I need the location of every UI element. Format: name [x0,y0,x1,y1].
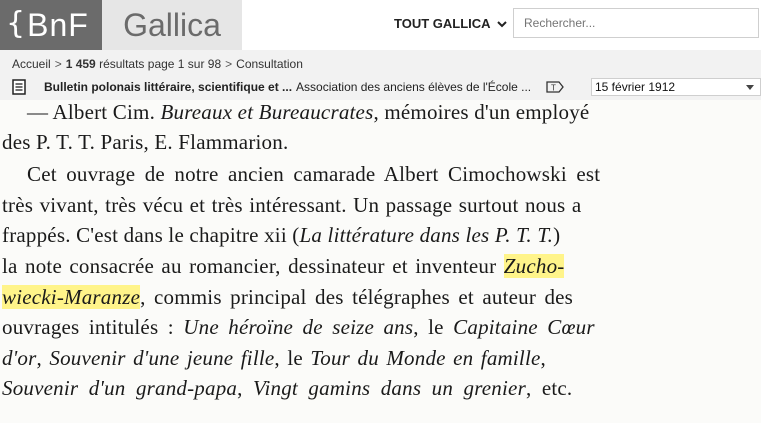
bnf-logo-text: BnF [27,6,89,43]
text-span: Souvenir d'une jeune fille [49,346,275,370]
search-scope-label: TOUT GALLICA [394,16,491,31]
top-header [0,0,761,50]
svg-text:T: T [551,83,557,93]
document-viewer[interactable] [0,100,761,423]
document-icon [12,79,26,95]
text-span: Souvenir d'un grand-papa [2,376,238,400]
text-span: , [237,376,254,400]
document-title[interactable]: Bulletin polonais littéraire, scientifique et ... [44,80,293,94]
search-input[interactable] [513,8,759,38]
chevron-down-icon [497,19,507,29]
text-line [2,254,564,279]
breadcrumb-results-link[interactable] [66,57,221,71]
text-span: ) [553,223,561,247]
text-span: , le [413,315,454,339]
text-mode-icon[interactable] [545,80,565,94]
results-count: 1 459 [65,57,96,71]
text-span: frappés. C'est dans le chapitre xii ( [2,223,300,247]
bnf-logo[interactable] [0,0,102,50]
text-span: ouvrages intitulés : [2,315,184,339]
search-scope-dropdown[interactable] [394,16,507,31]
text-line [2,223,560,248]
results-text: résultats page 1 sur 98 [99,57,222,71]
document-info-row [12,78,565,96]
text-span: Une héroïne de seize ans [183,315,414,339]
gallica-logo[interactable]: Gallica [102,0,242,50]
text-span: Bureaux et Bureaucrates [160,100,374,124]
breadcrumb [12,57,303,71]
dropdown-arrow-icon [746,85,754,90]
breadcrumb-home-link[interactable]: Accueil [12,57,51,71]
document-author: Association des anciens élèves de l'École ... [296,80,532,94]
breadcrumb-current: Consultation [236,57,303,71]
text-span: , [540,346,546,370]
brace-icon: { [6,5,26,41]
text-span: , le [274,346,311,370]
breadcrumb-bar [0,50,761,100]
text-line [27,100,589,125]
breadcrumb-separator: > [225,57,233,71]
text-span: , mémoires d'un employé [373,100,590,124]
breadcrumb-separator: > [54,57,62,71]
text-span: , etc. [525,376,573,400]
search-highlight: Zucho- [503,254,565,278]
issue-date-value: 15 février 1912 [595,80,676,94]
text-line [2,376,572,401]
text-line: Cet ouvrage de notre ancien camarade Albert Cimochowski est [27,162,601,186]
search-highlight: wiecki-Maranze [2,285,141,309]
text-span: , [36,346,50,370]
text-line: des P. T. T. Paris, E. Flammarion. [2,130,289,154]
issue-date-select[interactable] [591,78,761,96]
text-span: Vingt gamins dans un grenier [253,376,526,400]
text-line [2,346,546,371]
text-span: , commis principal des télégraphes et auteur des [140,285,574,309]
text-span: Tour du Monde en famille [310,346,541,370]
text-line: très vivant, très vécu et très intéressant. Un passage surtout nous a [2,193,582,217]
text-span: La littérature dans les P. T. T. [299,223,554,247]
text-line [2,285,573,310]
text-span: — Albert Cim. [27,100,161,124]
text-span: d'or [2,346,37,370]
text-span: la note consacrée au romancier, dessinateur et inventeur [2,254,504,278]
text-line [2,315,595,340]
text-span: Capitaine Cœur [453,315,595,339]
